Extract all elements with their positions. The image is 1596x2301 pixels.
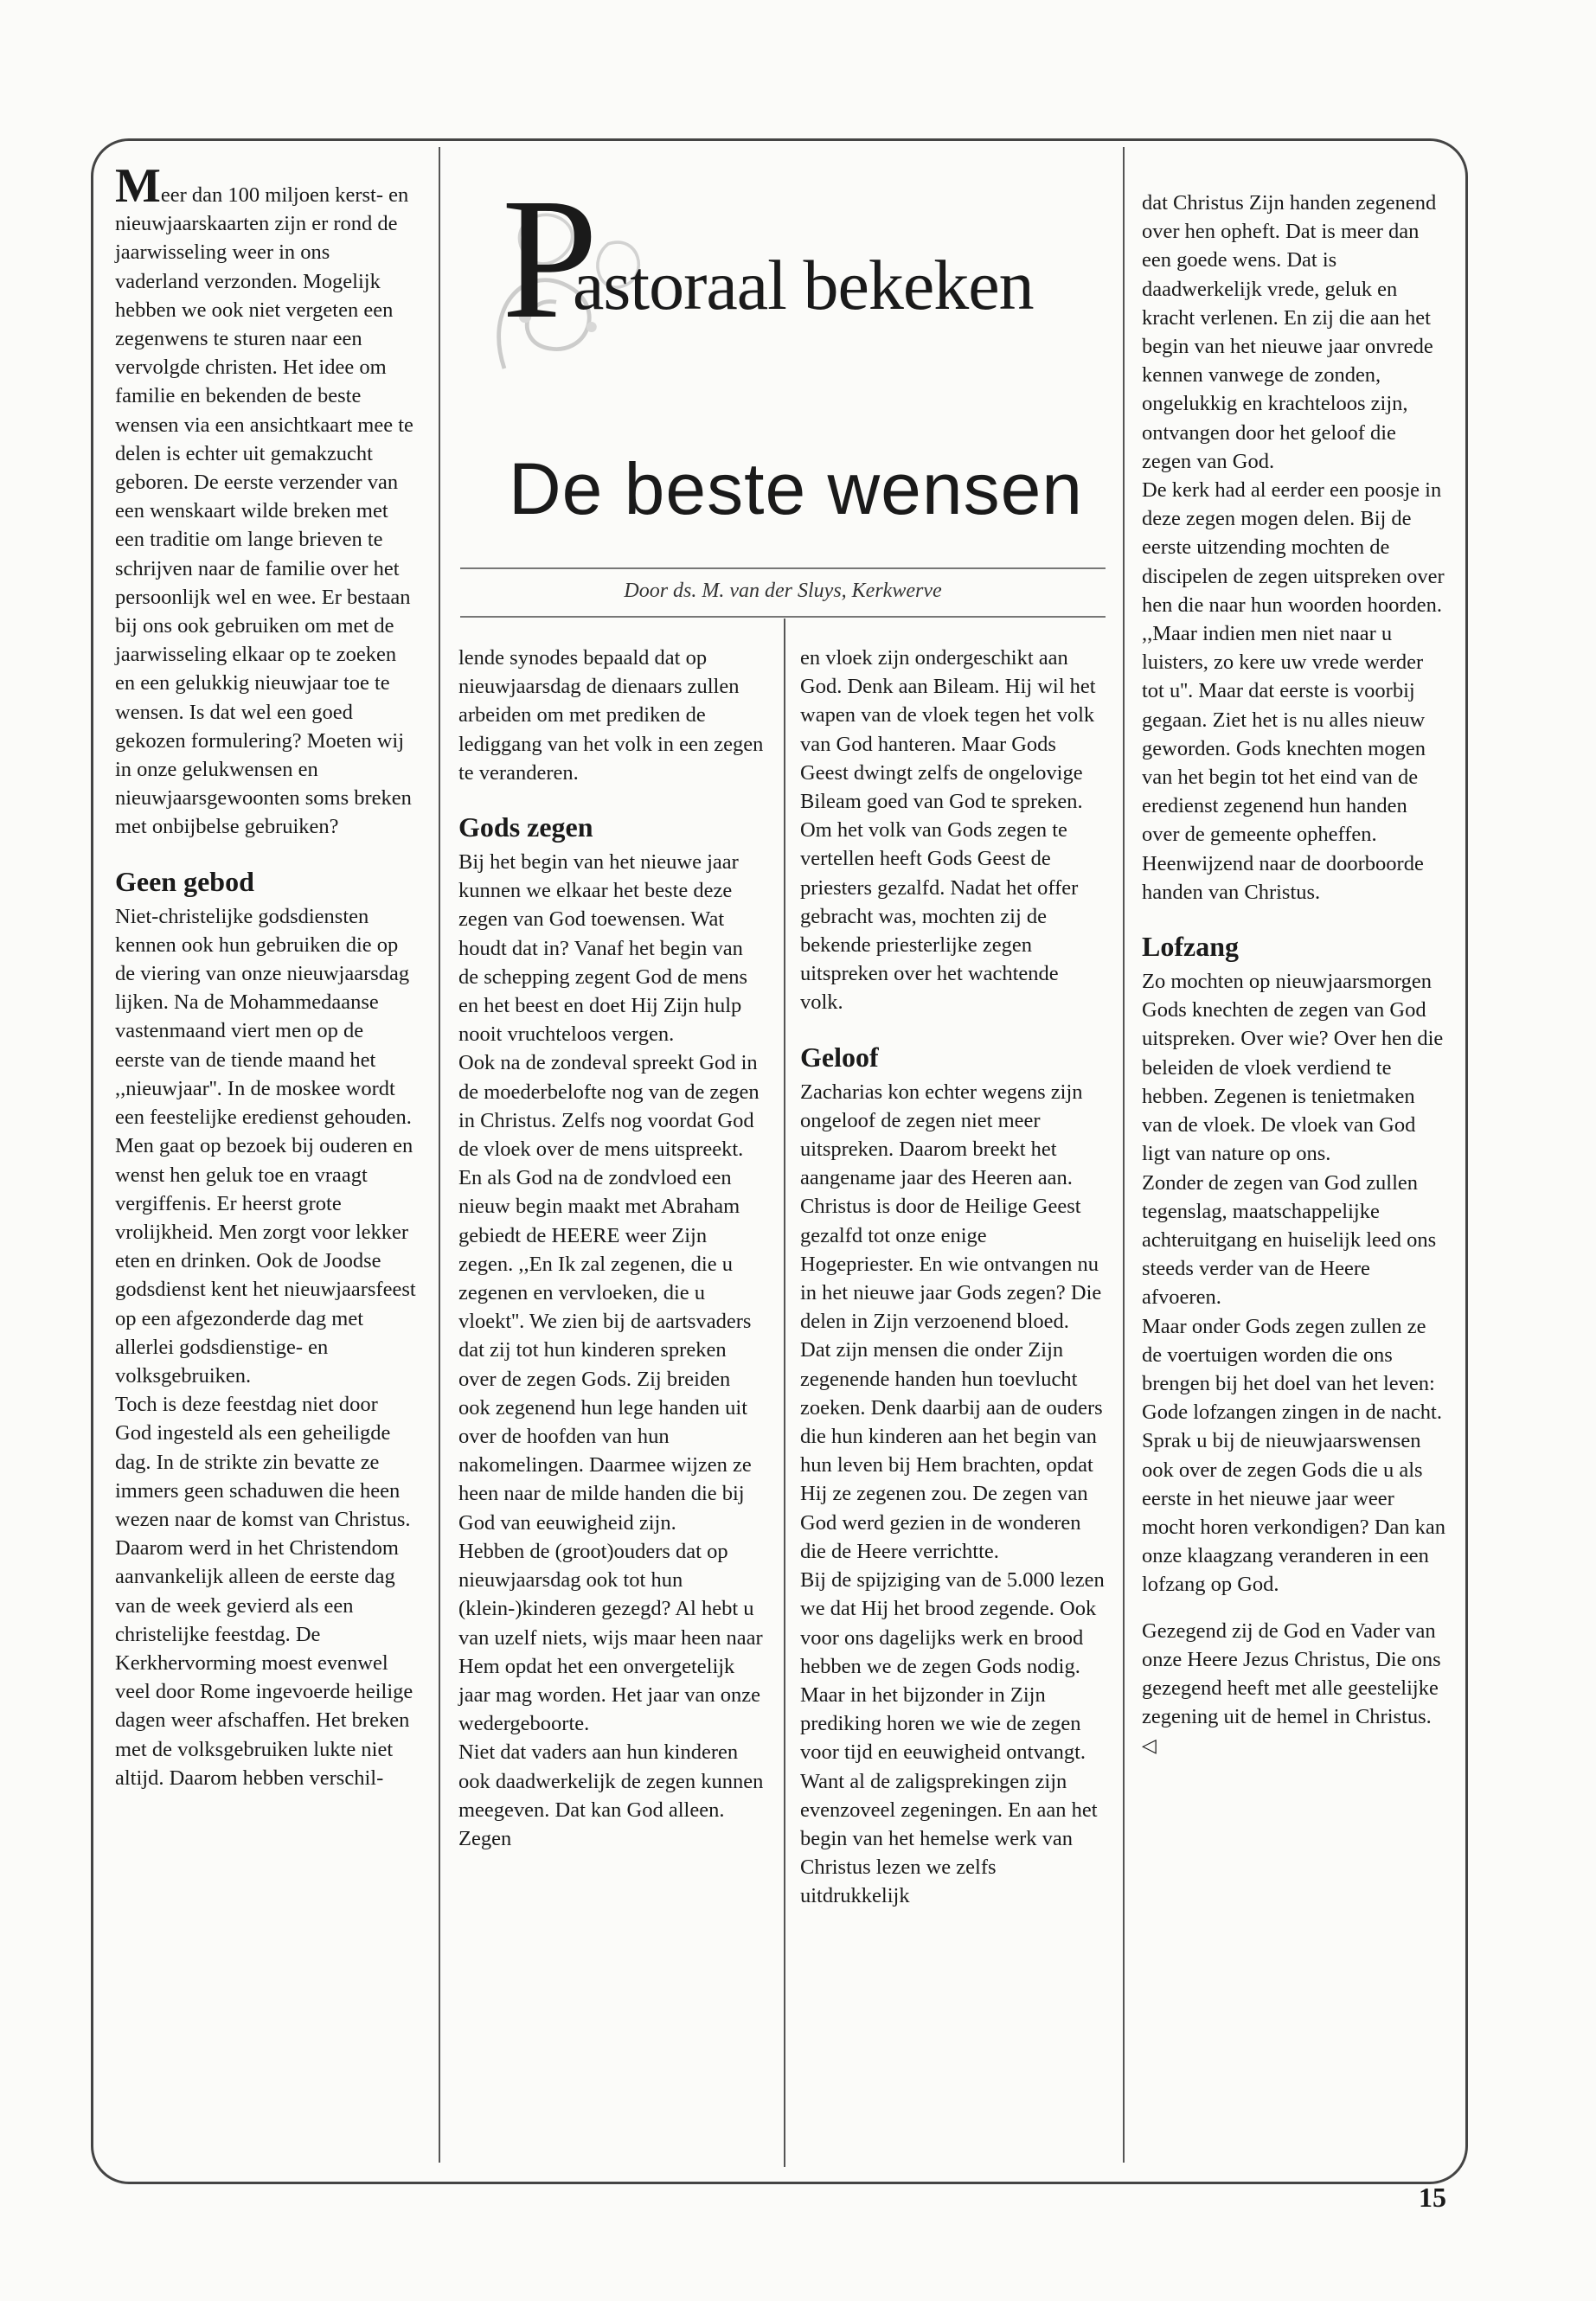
page-number: 15 (1419, 2182, 1446, 2213)
byline-rule-top (460, 567, 1106, 569)
kicker-initial: P (502, 163, 599, 355)
paragraph: Zacharias kon echter wegens zijn ongeloof de zegen niet meer uitspreken. Daarom breekt het aangename jaar des Heeren aan. Christus is door de Heilige Geest gezalfd tot onze enige Hogepriester. En wie ontvangen nu in het nieuwe jaar Gods zegen? Die delen in Zijn verzoenend bloed. Dat zijn mensen die onder Zijn zegenende handen hun toevlucht zoeken. Denk daarbij aan de ouders die hun kinderen aan het begin van hun leven bij Hem brachten, opdat Hij ze zegenen zou. De zegen van God werd gezien in de wonderen die de Heere verrichtte. (800, 1080, 1103, 1563)
subheading: Geen gebod (115, 865, 254, 897)
paragraph: De kerk had al eerder een poosje in deze zegen mogen delen. Bij de eerste uitzending mochten de discipelen de zegen uitspreken over hen die naar hun woorden hoorden. ,,Maar indien men niet naar u luisters, zo kere uw vrede werder tot u''. Maar dat eerste is voorbij gegaan. Ziet het is nu alles nieuw geworden. Gods knechten mogen van het begin tot het eind van de eredienst zegenend hun handen over de gemeente opheffen. Heenwijzend naar de doorboorde handen van Christus. (1142, 478, 1445, 904)
paragraph: Maar onder Gods zegen zullen ze de voertuigen worden die ons brengen bij het doel van het leven: Gode lofzangen zingen in de nacht. Sprak u bij de nieuwjaarswensen ook over de zegen Gods die u als eerste in het nieuwe jaar weer mocht horen verkondigen? Dan kan onze klaagzang veranderen in een lofzang op God. (1142, 1314, 1446, 1597)
subheading: Lofzang (1142, 931, 1239, 963)
subheading: Gods zegen (458, 811, 593, 843)
byline: Door ds. M. van der Sluys, Kerkwerve (624, 580, 942, 602)
closing-text: Gezegend zij de God en Vader van onze Heere Jezus Christus, Die ons gezegend heeft met alle geestelijke zegening uit de hemel in Christus. (1142, 1618, 1441, 1729)
column-rule (784, 619, 785, 2167)
paragraph: Bij de spijziging van de 5.000 lezen we dat Hij het brood zegende. Ook voor ons dagelijks werk en brood hebben we de zegen Gods nodig. Maar in het bijzonder in Zijn prediking horen we wie de zegen voor tijd en eeuwigheid ontvangt. Want al de zaligsprekingen zijn evenzoveel zegeningen. En aan het begin van het hemelse werk van Christus lezen we zelfs uitdrukkelijk (800, 1568, 1105, 1908)
paragraph: Toch is deze feestdag niet door God ingesteld als een geheiligde dag. In de strikte zin bevatte ze immers geen schaduwen die heen wezen naar de komst van Christus. Daarom werd in het Christendom aanvankelijk alleen de eerste dag van de week gevierd als een christelijke feestdag. De Kerkhervorming moest evenwel veel door Rome ingevoerde heilige dagen weer afschaffen. Het breken met de volksgebruiken lukte niet altijd. Daarom hebben verschil- (115, 1393, 413, 1790)
article-headline: De beste wensen (508, 448, 1084, 529)
paragraph: Zo mochten op nieuwjaarsmorgen Gods knechten de zegen van God uitspreken. Over wie? Over hen die beleiden de vloek verdiend te hebben. Zegenen is tenietmaken van de vloek. De vloek van God ligt van nature op ons. (1142, 970, 1444, 1166)
paragraph (1142, 1617, 1446, 1760)
article-column-4 (1142, 189, 1446, 1760)
section-kicker (458, 163, 1116, 372)
drop-cap: M (115, 159, 161, 213)
paragraph (115, 159, 418, 842)
paragraph-text: eer dan 100 miljoen kerst- en nieuwjaarskaarten zijn er rond de jaarwisseling weer in ons vaderland verzonden. Mogelijk hebben we ook niet vergeten een zegenwens te sturen naar een vervolgde christen. Het idee om familie en bekenden de beste wensen via een ansichtkaart mee te delen is echter uit gemakzucht geboren. De eerste verzender van een wenskaart wilde breken met een traditie om lange brieven te schrijven naar de familie over het persoonlijk wel en wee. Er bestaan bij ons ook gebruiken om met de jaarwisseling elkaar op te zoeken en een gelukkig nieuwjaar toe te wensen. Is dat wel een goed gekozen formulering? Moeten wij in onze gelukwensen en nieuwjaarsgewoonten soms breken met onbijbelse gebruiken? (115, 183, 413, 839)
paragraph: dat Christus Zijn handen zegenend over hen opheft. Dat is meer dan een goede wens. Dat is daadwerkelijk vrede, geluk en kracht verlenen. En zij die aan het begin van het nieuwe jaar onvrede kennen vanwege de zonden, ongelukkig en krachteloos zijn, ontvangen door het geloof die zegen van God. (1142, 191, 1437, 473)
subheading: Geloof (800, 1041, 879, 1073)
article-column-3 (800, 644, 1105, 1911)
paragraph: en vloek zijn ondergeschikt aan God. Denk aan Bileam. Hij wil het wapen van de vloek tegen het volk van God hanteren. Maar Gods Geest dwingt zelfs de ongelovige Bileam goed van God te spreken. Om het volk van Gods zegen te vertellen heeft Gods Geest de priesters gezalfd. Nadat het offer gebracht was, mochten zij de bekende priesterlijke zegen uitspreken over het wachtende volk. (800, 646, 1096, 1015)
article-column-2 (458, 644, 766, 1853)
paragraph: Niet dat vaders aan hun kinderen ook daadwerkelijk de zegen kunnen meegeven. Dat kan God alleen. Zegen (458, 1740, 764, 1850)
paragraph: Zonder de zegen van God zullen tegenslag, maatschappelijke achteruitgang en huiselijk leed ons steeds verder van de Heere afvoeren. (1142, 1170, 1437, 1310)
end-mark-icon: ◁ (1142, 1734, 1157, 1757)
paragraph: Bij het begin van het nieuwe jaar kunnen we elkaar het beste deze zegen van God toewensen. Wat houdt dat in? Vanaf het begin van de schepping zegent God de mens en het beest en doet Hij Zijn hulp nooit vruchteloos vergen. (458, 850, 748, 1047)
byline-rule-bottom (460, 616, 1106, 618)
article-column-1 (115, 159, 418, 1792)
paragraph: Ook na de zondeval spreekt God in de moederbelofte nog van de zegen in Christus. Zelfs nog voordat God de vloek over de mens uitspreekt. En als God na de zondvloed een nieuw begin maakt met Abraham gebiedt de HEERE weer Zijn zegen. ,,En Ik zal zegenen, die u zegenen en vervloeken, die u vloekt''. We zien bij de aartsvaders dat zij tot hun kinderen spreken over de zegen Gods. Zij breiden ook zegenend hun lege handen uit over de hoofden van hun nakomelingen. Daarmee wijzen ze heen naar de milde handen die bij God van eeuwigheid zijn. (458, 1051, 760, 1535)
paragraph: Niet-christelijke godsdiensten kennen ook hun gebruiken die op de viering van onze nieuwjaarsdag lijken. Na de Mohammedaanse vastenmaand viert men op de eerste van de tiende maand het ,,nieuwjaar''. In de moskee wordt een feestelijke eredienst gehouden. Men gaat op bezoek bij ouderen en wenst hen geluk toe en vraagt vergiffenis. Er heerst grote vrolijkheid. Men zorgt voor lekker eten en drinken. Ook de Joodse godsdienst kent het nieuwjaarsfeest op een afgezonderde dag met allerlei godsdienstige- en volksgebruiken. (115, 904, 416, 1388)
paragraph: Hebben de (groot)ouders dat op nieuwjaarsdag ook tot hun (klein-)kinderen gezegd? Al hebt u van uzelf niets, wijs maar heen naar Hem opdat het een onvergetelijk jaar mag worden. Het jaar van onze wedergeboorte. (458, 1539, 763, 1736)
column-rule (439, 147, 440, 2163)
kicker-text: astoraal bekeken (573, 246, 1034, 324)
paragraph: lende synodes bepaald dat op nieuwjaarsdag de dienaars zullen arbeiden om met prediken de lediggang van het volk in een zegen te veranderen. (458, 646, 764, 785)
